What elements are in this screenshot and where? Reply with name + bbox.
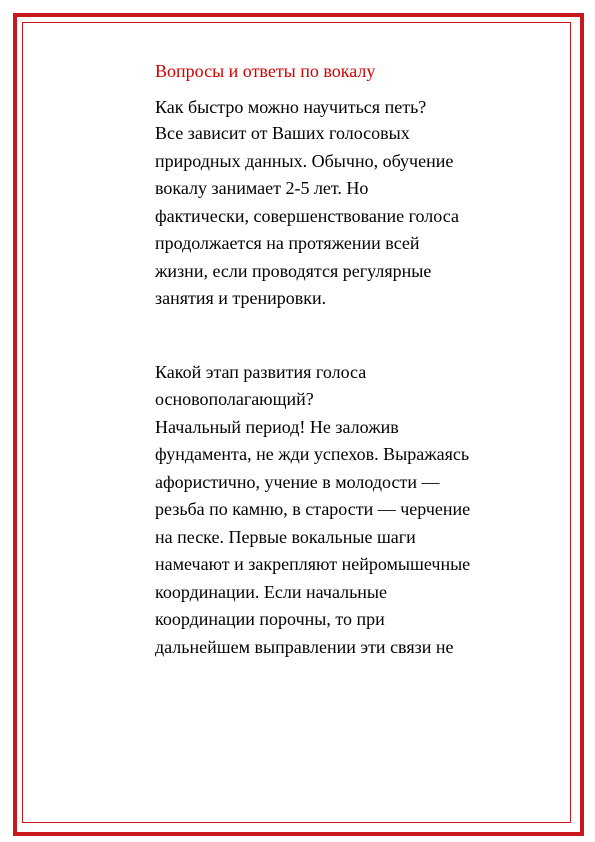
answer-1-line: занятия и тренировки.: [155, 288, 327, 308]
question-2-line: Какой этап развития голоса: [155, 361, 367, 382]
answer-2-line: координации порочны, то при: [155, 609, 385, 629]
document-body: [155, 58, 515, 661]
answer-2-line: Начальный период! Не заложив: [155, 416, 399, 437]
answer-1-line: жизни, если проводятся регулярные: [155, 260, 432, 281]
answer-1-line: продолжается на протяжении всей: [155, 233, 420, 253]
answer-1-line: вокалу занимает 2-5 лет. Но: [155, 178, 369, 198]
answer-2-line: координации. Если начальные: [155, 581, 388, 602]
question-2: [155, 359, 515, 414]
answer-2-line: резьба по камню, в старости — черчение: [155, 499, 471, 519]
answer-2-line: намечают и закрепляют нейромышечные: [155, 554, 471, 574]
answer-1-line: Все зависит от Ваших голосовых: [155, 123, 410, 143]
answer-1-line: природных данных. Обычно, обучение: [155, 150, 454, 171]
answer-1: [155, 120, 515, 313]
answer-2-line: на песке. Первые вокальные шаги: [155, 526, 416, 547]
answer-2: [155, 414, 515, 662]
answer-2-line: афористично, учение в молодости —: [155, 471, 440, 492]
answer-2-line: фундамента, не жди успехов. Выражаясь: [155, 444, 470, 464]
document-title: Вопросы и ответы по вокалу: [155, 61, 376, 81]
question-2-line: основополагающий?: [155, 389, 314, 409]
answer-1-line: фактически, совершенствование голоса: [155, 205, 459, 226]
question-1: Как быстро можно научиться петь?: [155, 97, 427, 117]
answer-2-line: дальнейшем выправлении эти связи не: [155, 636, 454, 657]
